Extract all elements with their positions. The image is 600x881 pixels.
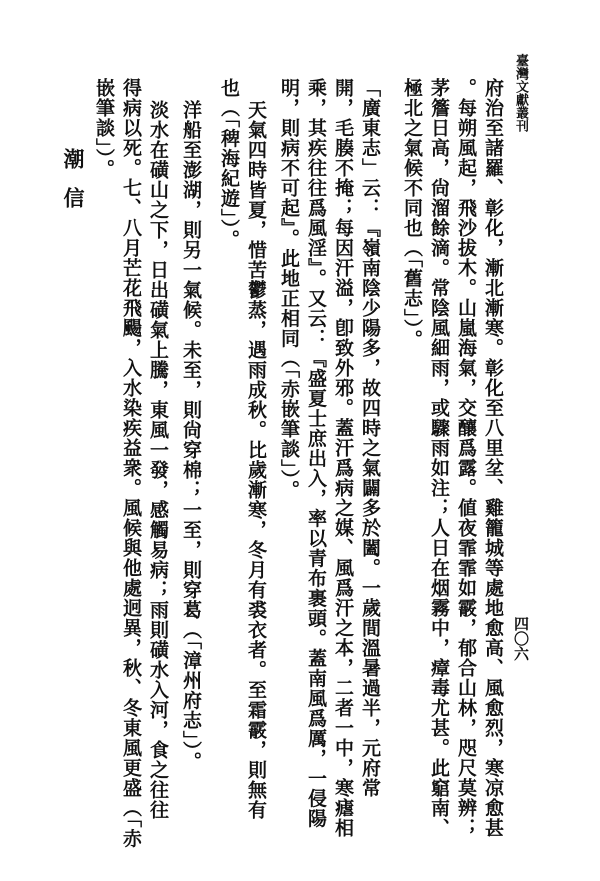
text-column: 嵌筆談」）。 [93, 78, 115, 179]
text-column: 極北之氣候不同也（「舊志」）。 [401, 78, 423, 350]
text-column: 天氣四時皆夏，惜苦鬱蒸，遇雨成秋。比歲漸寒，冬月有裘衣者。至霜霰，則無有 [245, 100, 267, 820]
section-heading: 潮信 [61, 148, 86, 226]
text-column: 開，毛腠不掩；每因汗溢，卽致外邪。蓋汗爲病之媒、風爲汗之本，二者一中，寒瘧相 [332, 78, 354, 838]
text-column: 也（「稗海紀遊」）。 [218, 78, 240, 250]
text-column: 淡水在磺山之下，日出磺氣上騰，東風一發，感觸易病；雨則磺水入河，食之往往 [147, 100, 169, 820]
page-number: 四〇六 [512, 616, 530, 661]
text-column: 茅簷日高，尙溜餘滴。常陰風細雨，或驟雨如注；人日在烟霧中，瘴毒尤甚。此竆南、 [428, 78, 450, 838]
text-column: 明，則病不可起』。此地正相同（「赤嵌筆談」）。 [278, 78, 300, 500]
text-column: 「廣東志」云：『嶺南陰少陽多，故四時之氣闢多於闔。一歲間溫暑過半，元府常 [359, 78, 381, 798]
text-column: 。每朔風起，飛沙拔木。山嵐海氣，交釀爲露。値夜霏霏如霰，郁合山林，咫尺莫辨； [455, 78, 477, 838]
running-header-title: 臺灣文獻叢刊 [513, 54, 528, 132]
text-column: 洋船至澎湖，則另一氣候。未至，則尙穿棉；一至，則穿葛（「漳州府志」）。 [180, 100, 202, 772]
text-column: 乘，其疾往往爲風淫』。又云：『盛夏士庶出入，率以青布裹頭。蓋南風爲厲，一侵陽 [305, 78, 327, 829]
text-column: 得病以死。七、八月芒花飛颺，入水染疾益衆。風候與他處迥異，秋、冬東風更盛（「赤 [120, 78, 142, 849]
text-column: 府治至諸羅、彰化，漸北漸寒。彰化至八里坌、雞籠城等處地愈高、風愈烈，寒凉愈甚 [482, 78, 504, 838]
